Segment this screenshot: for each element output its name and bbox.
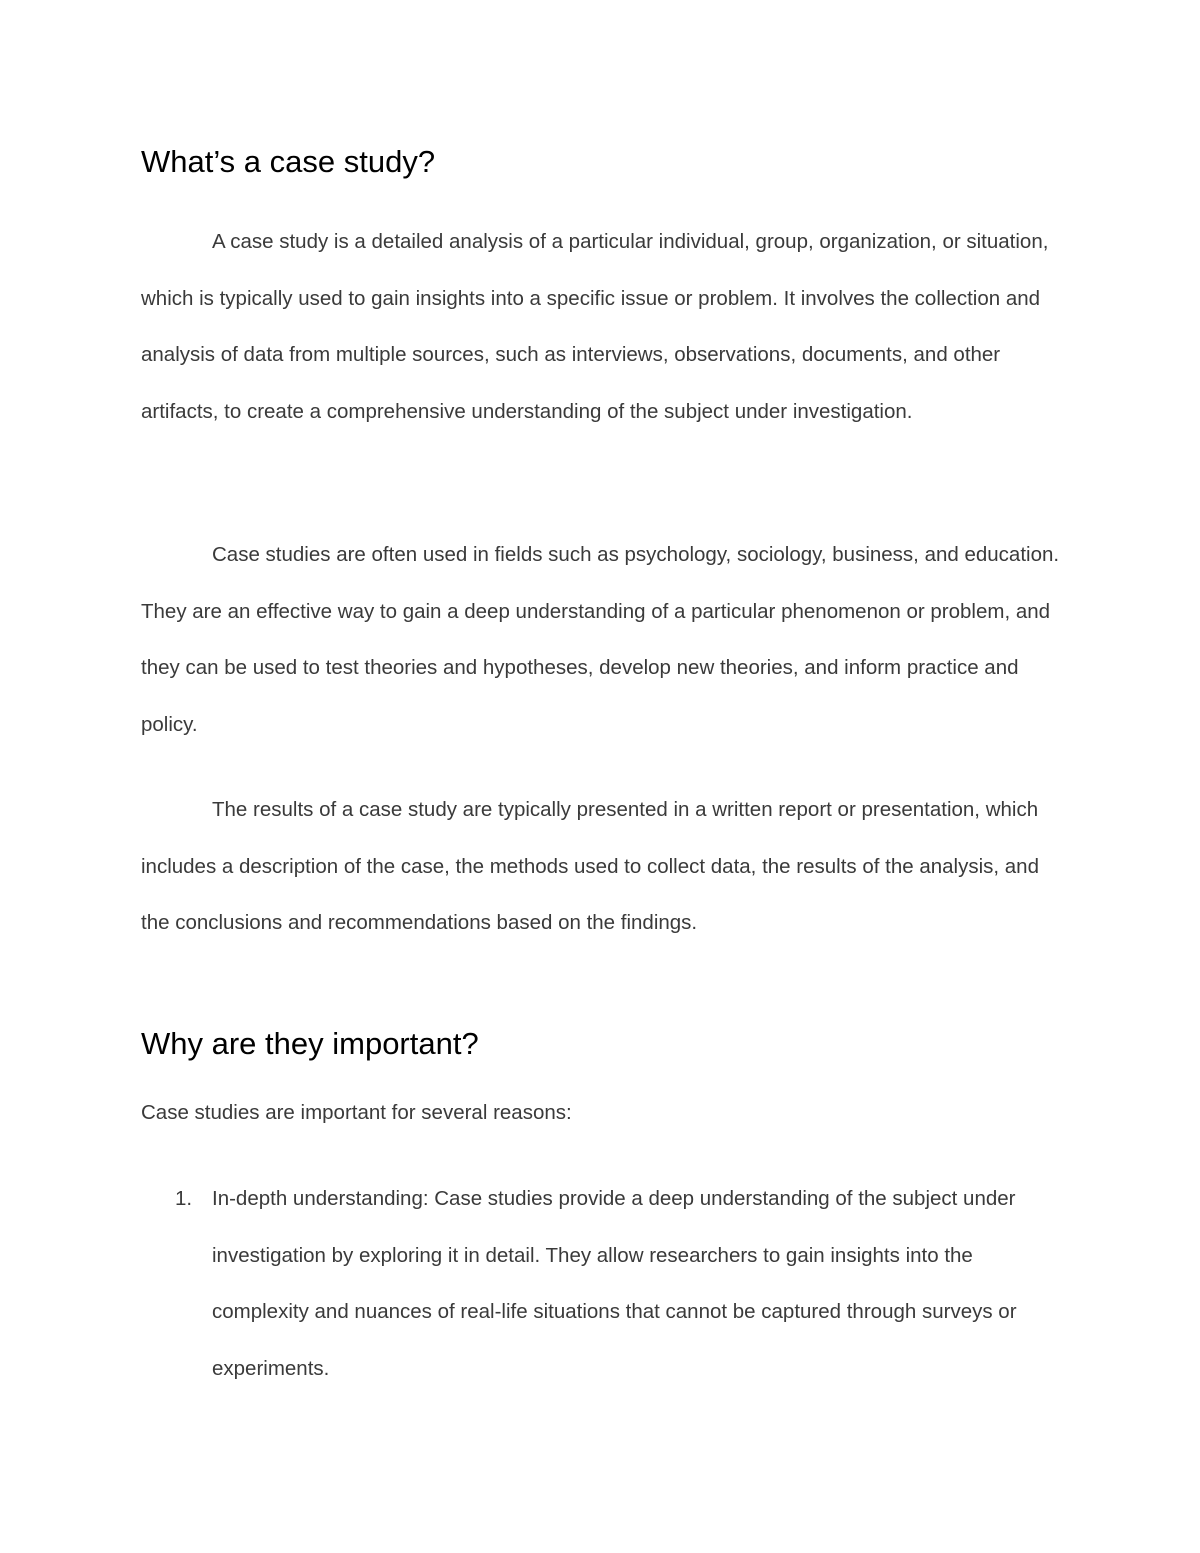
section-heading-why-important: Why are they important? bbox=[141, 1026, 479, 1061]
paragraph-reasons-intro: Case studies are important for several reasons: bbox=[141, 1101, 572, 1124]
reasons-list bbox=[141, 1171, 1071, 1397]
list-item bbox=[141, 1171, 1071, 1397]
paragraph-fields: Case studies are often used in fields such as psychology, sociology, business, and education. They are an effective way to gain a deep understanding of a particular phenomenon or problem, and they can be used to test theories and hypotheses, develop new theories, and inform practice and policy. bbox=[141, 543, 1060, 736]
list-item-text: In-depth understanding: Case studies provide a deep understanding of the subject under investigation by exploring it in detail. They allow researchers to gain insights into the complexity and nuances of real-life situations that cannot be captured through surveys or experiments. bbox=[212, 1187, 1017, 1380]
paragraph-definition: A case study is a detailed analysis of a particular individual, group, organization, or situation, which is typically used to gain insights into a specific issue or problem. It involves the collection and analysis of data from multiple sources, such as interviews, observations, documents, and other artifacts, to create a comprehensive understanding of the subject under investigation. bbox=[141, 230, 1049, 423]
section-heading-what-is-case-study: What’s a case study? bbox=[141, 144, 436, 179]
list-item-number: 1. bbox=[175, 1187, 193, 1210]
paragraph-results: The results of a case study are typically presented in a written report or presentation, which includes a description of the case, the methods used to collect data, the results of the analysis, and the conclusions and recommendations based on the findings. bbox=[141, 798, 1039, 934]
